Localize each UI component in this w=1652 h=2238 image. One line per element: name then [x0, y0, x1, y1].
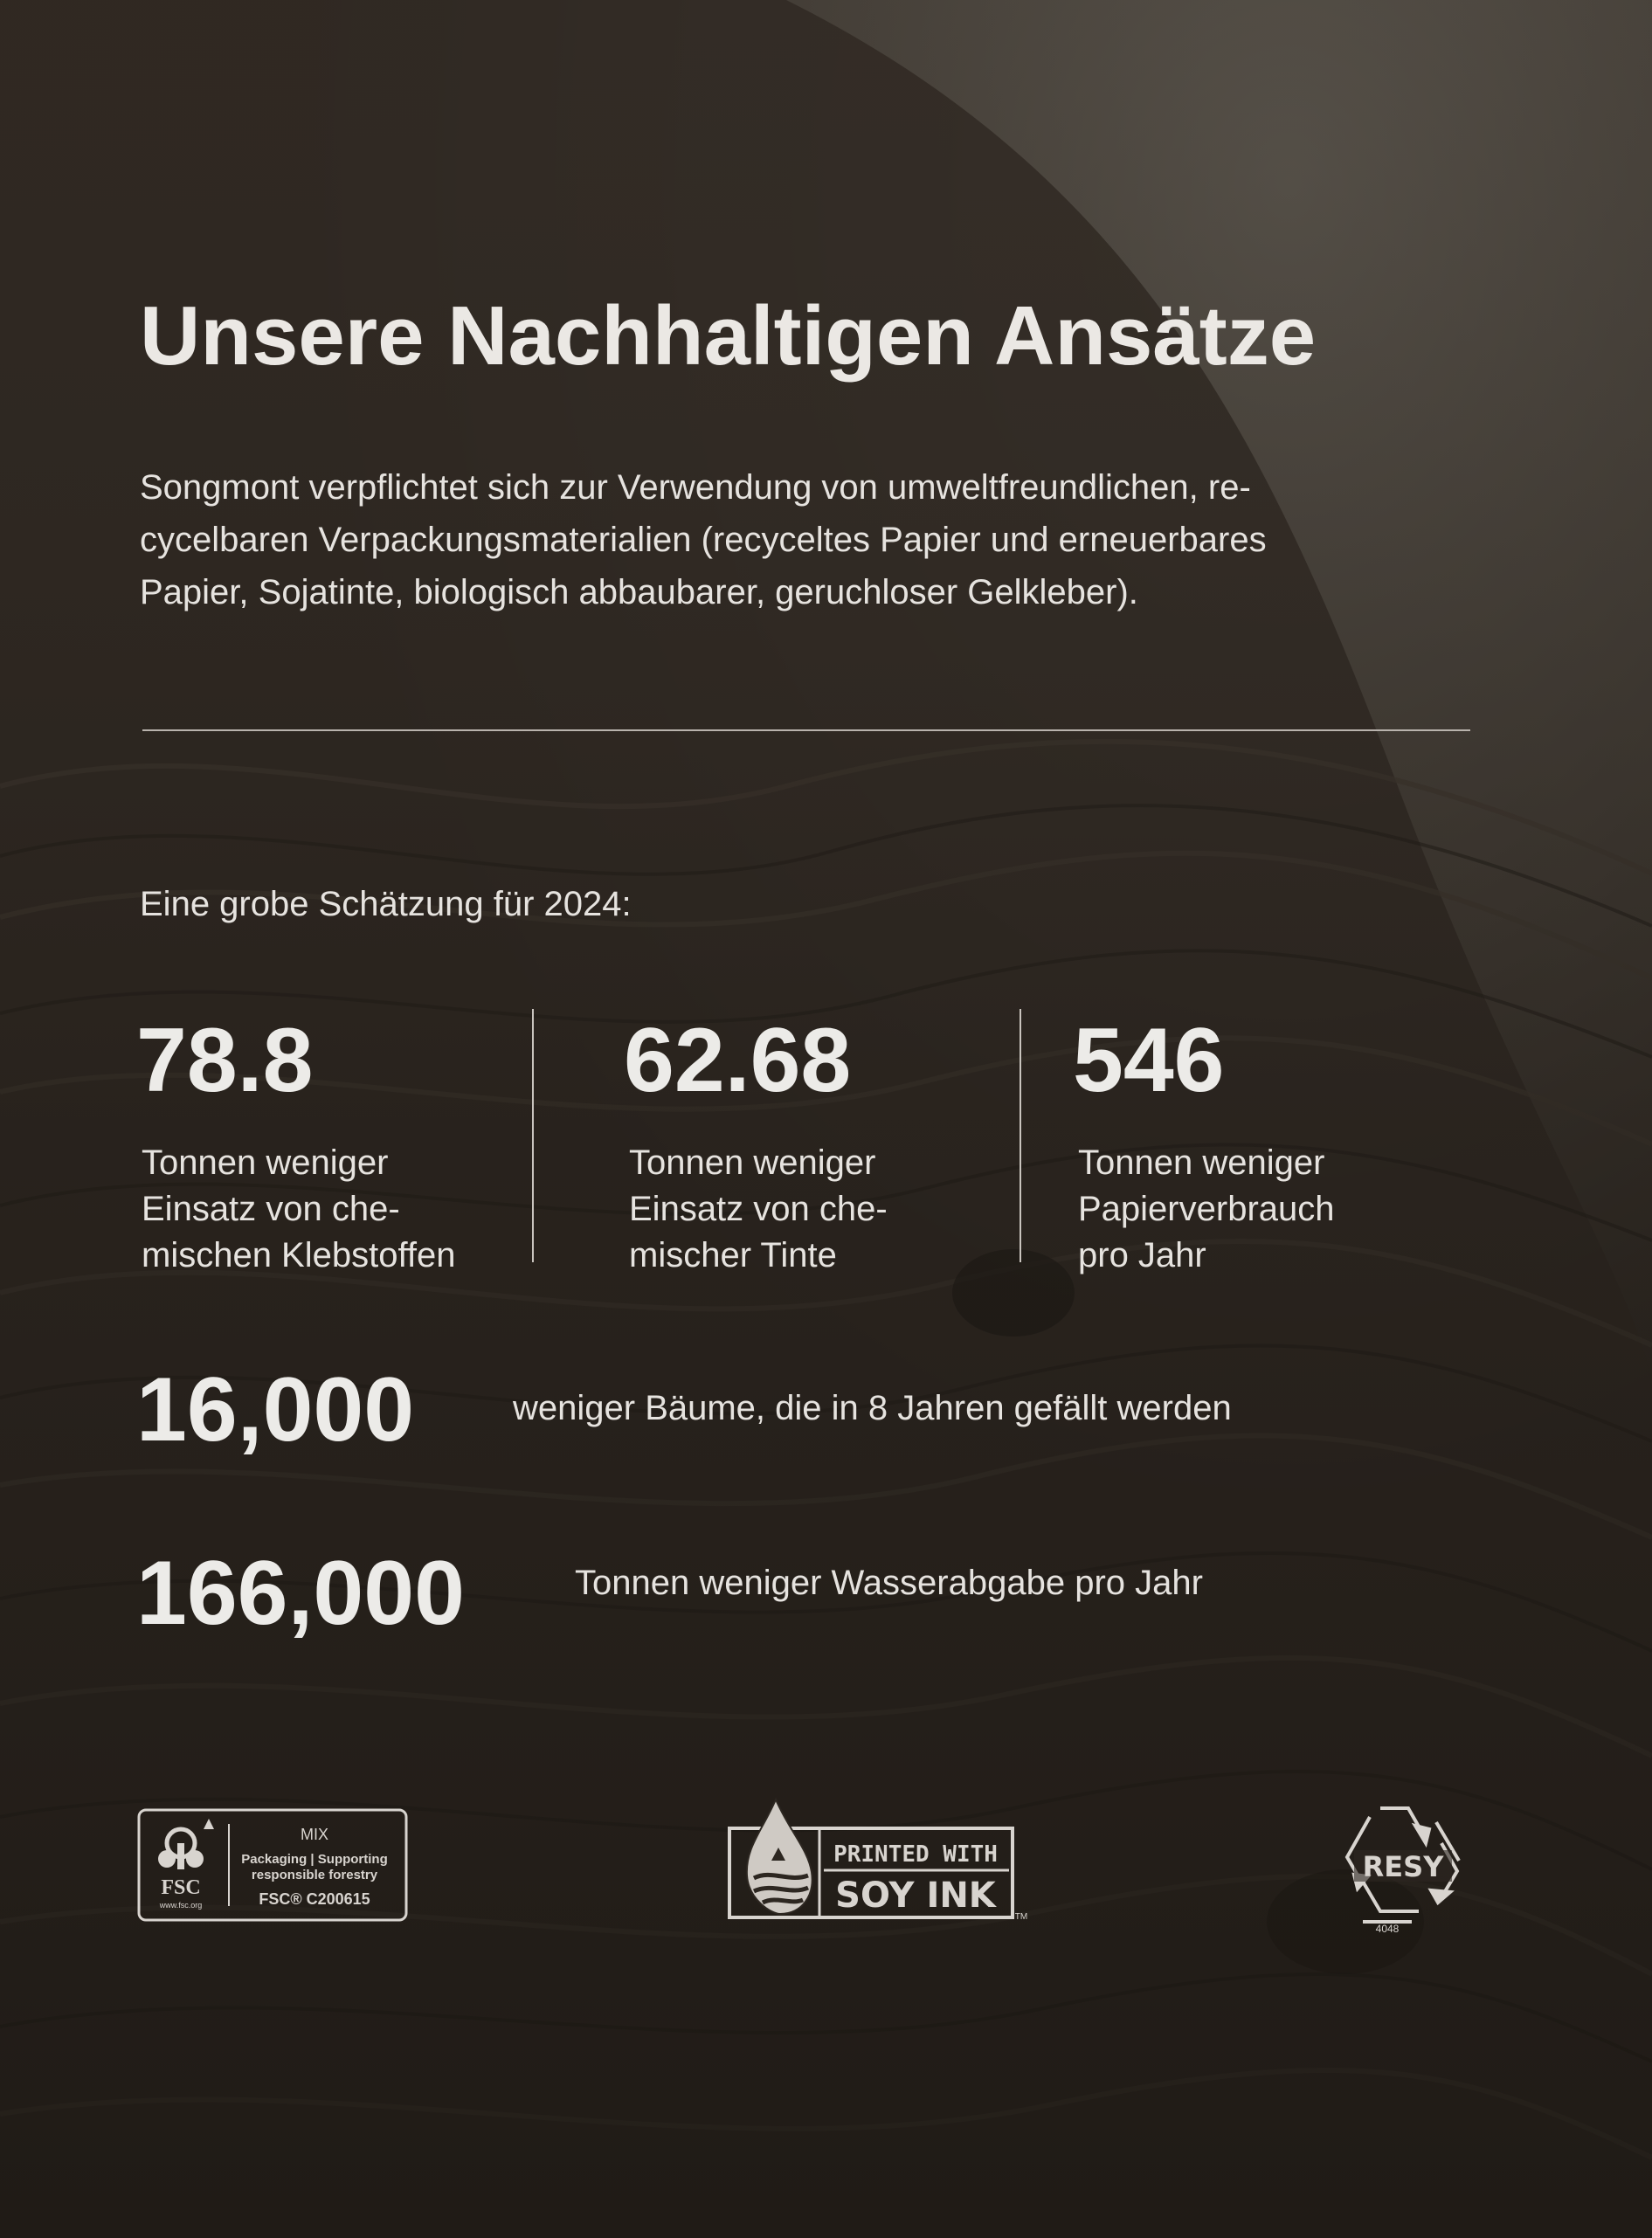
- stat-label-line: Einsatz von che-: [629, 1190, 888, 1228]
- stat-divider: [1020, 1009, 1021, 1262]
- resy-brand: RESY: [1362, 1850, 1444, 1883]
- stat-label-adhesives: [142, 1140, 526, 1279]
- soy-line1: PRINTED WITH: [833, 1841, 998, 1868]
- stat-label-ink: [629, 1140, 1013, 1279]
- soy-tm: TM: [1014, 1912, 1028, 1922]
- intro-line: cycelbaren Verpackungsmaterialien (recyceltes Papier und erneuerbares: [140, 521, 1267, 559]
- page-title: Unsere Nachhaltigen Ansätze: [140, 289, 1317, 383]
- stat-label-line: mischen Klebstoffen: [142, 1236, 456, 1274]
- stat-label-line: Tonnen weniger: [142, 1143, 389, 1182]
- stat-label-line: pro Jahr: [1078, 1236, 1206, 1274]
- stat-label-line: mischer Tinte: [629, 1236, 837, 1274]
- resy-logo: [1328, 1791, 1476, 1939]
- fsc-tree-icon: [158, 1819, 214, 1869]
- stat-label-paper: [1078, 1140, 1462, 1279]
- divider: [142, 729, 1470, 731]
- stat-label-line: Einsatz von che-: [142, 1190, 400, 1228]
- big-stat-value-trees: 16,000: [136, 1359, 415, 1461]
- fsc-code: FSC® C200615: [259, 1890, 370, 1908]
- fsc-mix: MIX: [300, 1826, 329, 1843]
- estimate-label: Eine grobe Schätzung für 2024:: [140, 885, 632, 923]
- intro-line: Papier, Sojatinte, biologisch abbaubarer, geruchloser Gelkleber).: [140, 573, 1138, 611]
- stat-label-line: Tonnen weniger: [629, 1143, 876, 1182]
- soy-ink-logo: [728, 1795, 1033, 1926]
- resy-number: 4048: [1375, 1923, 1400, 1935]
- intro-paragraph: [140, 461, 1503, 618]
- soy-line2: SOY INK: [835, 1875, 996, 1916]
- intro-line: Songmont verpflichtet sich zur Verwendung von umweltfreundlichen, re-: [140, 468, 1251, 507]
- stat-value-adhesives: 78.8: [136, 1010, 314, 1111]
- fsc-line2: responsible forestry: [251, 1868, 378, 1882]
- stat-value-paper: 546: [1073, 1010, 1225, 1111]
- stat-label-line: Tonnen weniger: [1078, 1143, 1325, 1182]
- big-stat-label-trees: weniger Bäume, die in 8 Jahren gefällt werden: [513, 1389, 1232, 1427]
- fsc-url: www.fsc.org: [159, 1901, 203, 1910]
- fsc-line1: Packaging | Supporting: [241, 1852, 388, 1867]
- stat-value-ink: 62.68: [624, 1010, 852, 1111]
- stat-divider: [532, 1009, 534, 1262]
- fsc-logo: [137, 1808, 408, 1922]
- fsc-brand: FSC: [161, 1876, 201, 1899]
- soy-drop-icon: [747, 1799, 812, 1914]
- big-stat-label-water: Tonnen weniger Wasserabgabe pro Jahr: [575, 1564, 1203, 1602]
- big-stat-value-water: 166,000: [136, 1543, 465, 1644]
- stat-label-line: Papierverbrauch: [1078, 1190, 1335, 1228]
